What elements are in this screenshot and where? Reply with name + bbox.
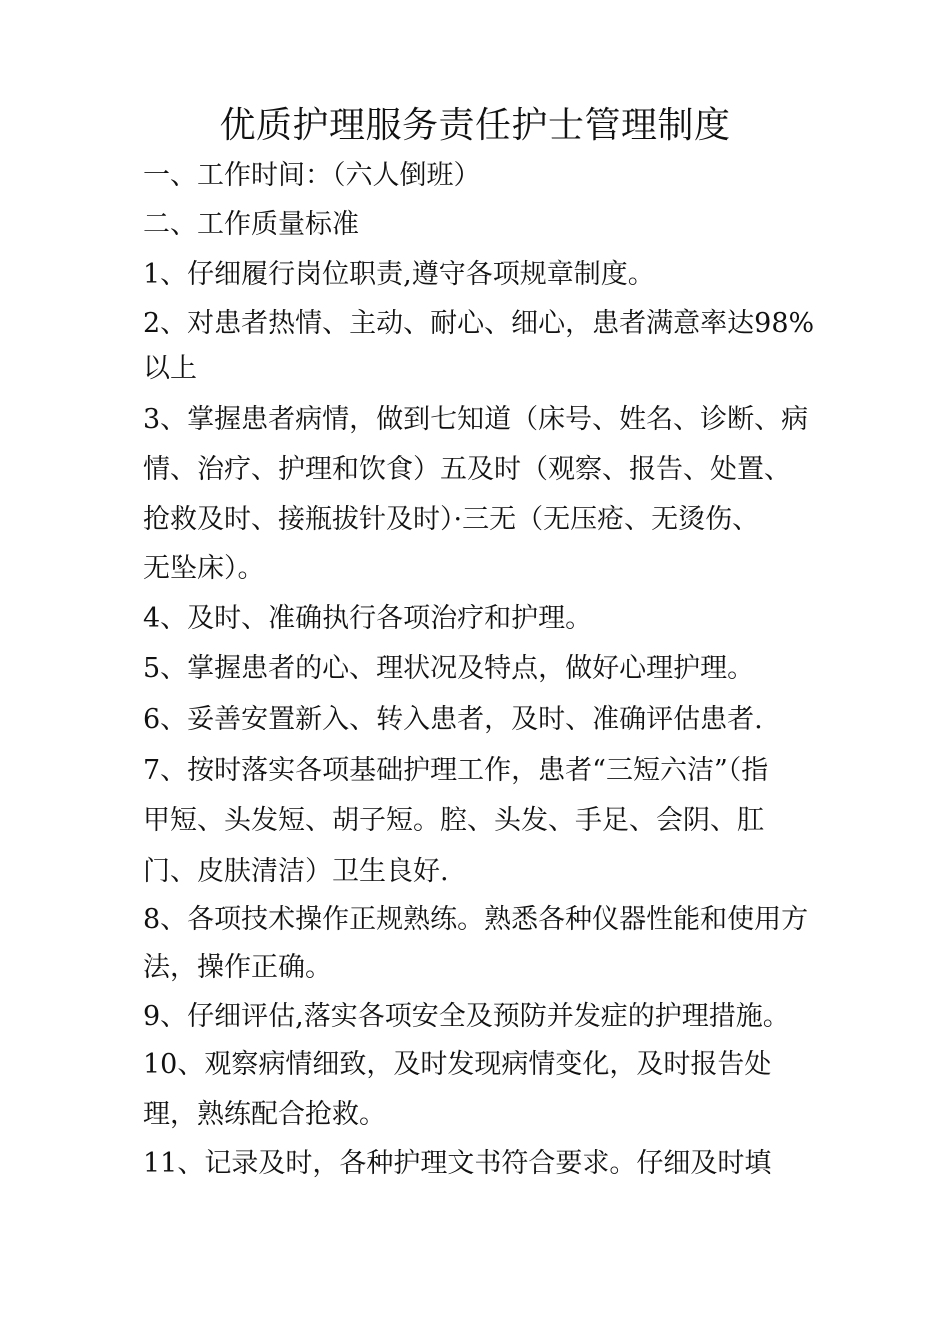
paragraph-line: 以上 [143,353,197,384]
paragraph-line: 无坠床）。 [143,553,265,584]
paragraph-line: 2、对患者热情、主动、耐心、细心，患者满意率达98% [143,308,815,339]
paragraph-line: 甲短、头发短、胡子短。腔、头发、手足、会阴、肛 [143,805,764,836]
paragraph-line: 7、按时落实各项基础护理工作，患者“三短六洁”（指 [143,755,769,786]
paragraph-line: 10、观察病情细致，及时发现病情变化，及时报告处 [143,1049,772,1080]
paragraph-line: 1、仔细履行岗位职责,遵守各项规章制度。 [143,259,655,290]
paragraph-line: 4、及时、准确执行各项治疗和护理。 [143,603,593,634]
paragraph-line: 3、掌握患者病情，做到七知道（床号、姓名、诊断、病 [143,404,809,435]
paragraph-line: 6、妥善安置新入、转入患者，及时、准确评估患者. [143,704,763,735]
paragraph-line: 11、记录及时，各种护理文书符合要求。仔细及时填 [143,1148,772,1179]
section-heading-work-hours: 一、工作时间：（六人倒班） [143,160,481,191]
paragraph-line: 理，熟练配合抢救。 [143,1099,386,1130]
paragraph-line: 情、治疗、护理和饮食）五及时（观察、报告、处置、 [143,454,791,485]
paragraph-line: 门、皮肤清洁）卫生良好. [143,856,449,887]
paragraph-line: 抢救及时、接瓶拔针及时）·三无（无压疮、无烫伤、 [143,504,760,535]
document-title: 优质护理服务责任护士管理制度 [219,105,731,146]
paragraph-line: 9、仔细评估,落实各项安全及预防并发症的护理措施。 [143,1001,790,1032]
paragraph-line: 5、掌握患者的心、理状况及特点，做好心理护理。 [143,653,755,684]
paragraph-line: 法，操作正确。 [143,952,332,983]
section-heading-quality-standards: 二、工作质量标准 [143,209,359,240]
paragraph-line: 8、各项技术操作正规熟练。熟悉各种仪器性能和使用方 [143,904,809,935]
